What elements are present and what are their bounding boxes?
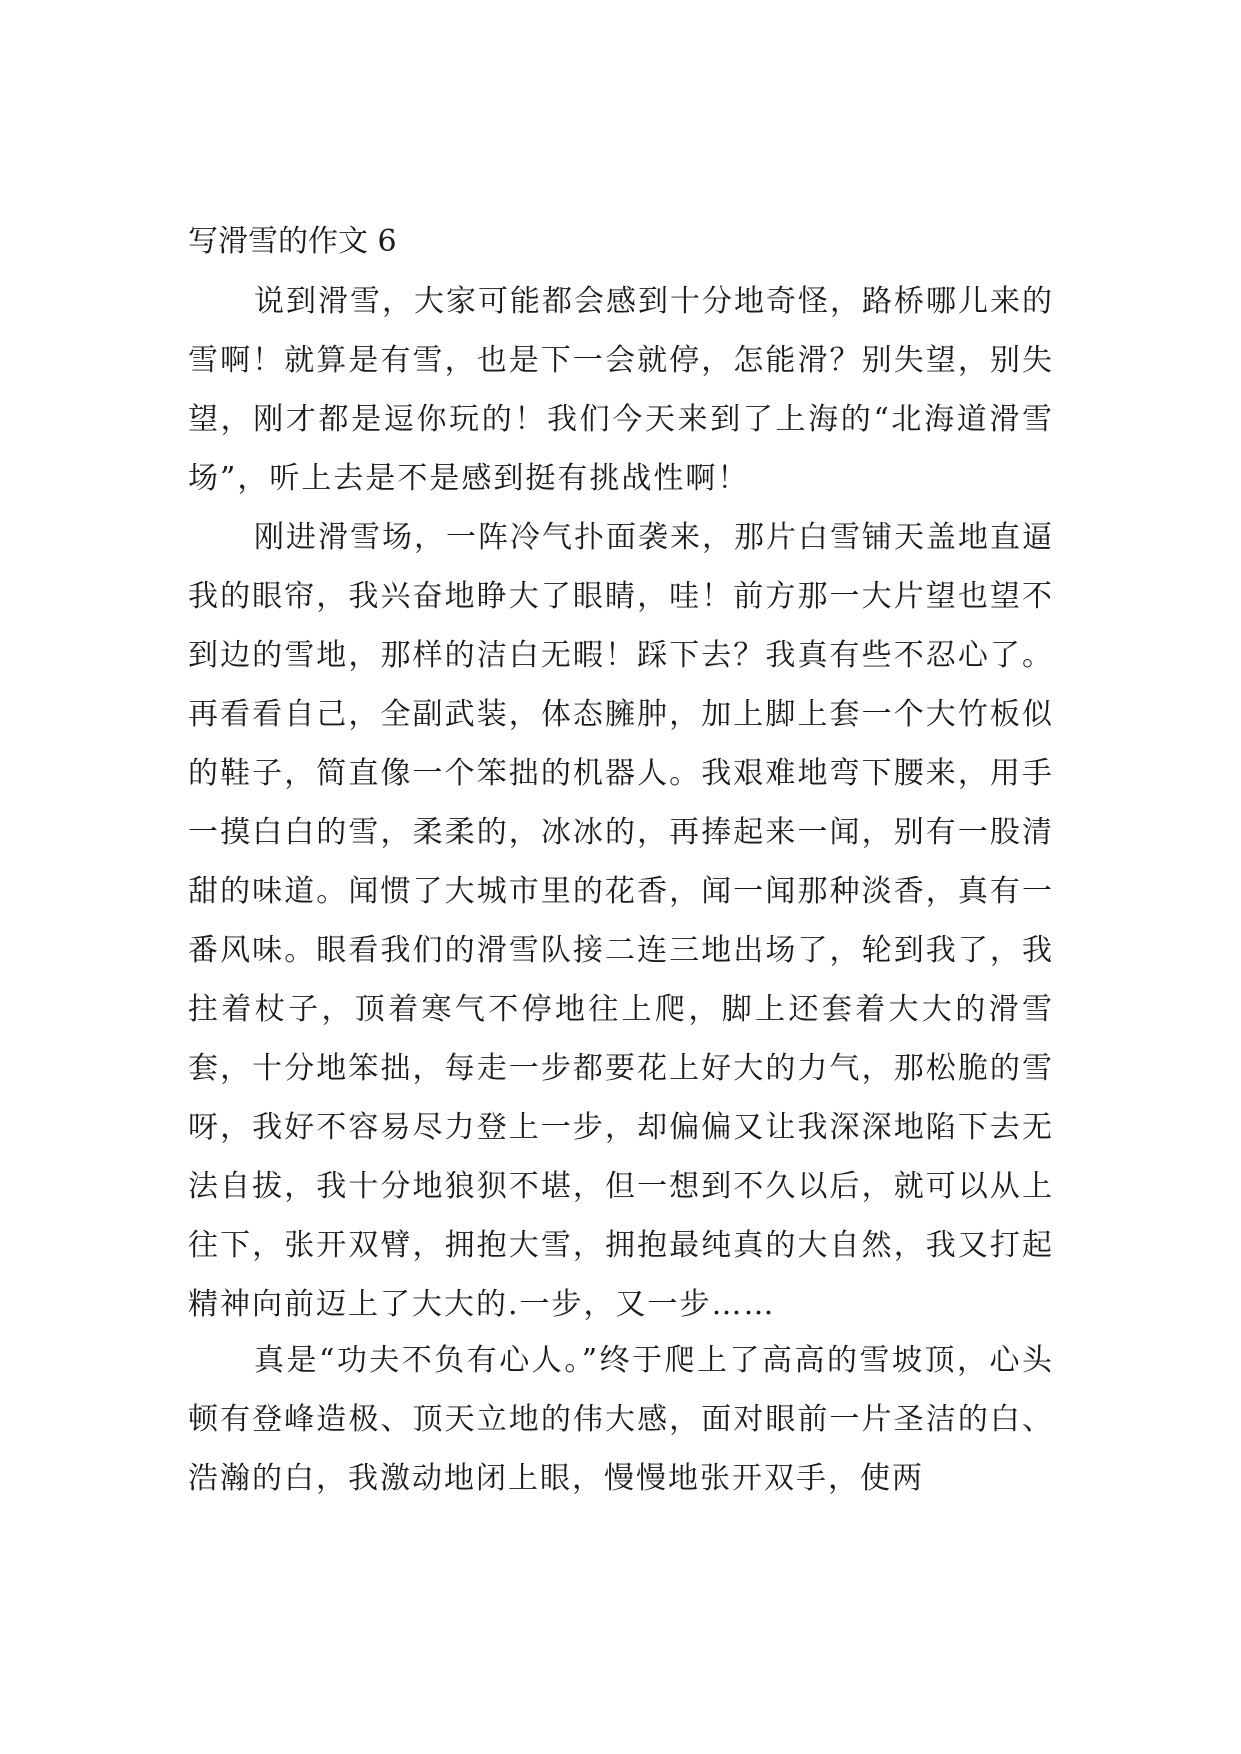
paragraph-entering-ski-field — [188, 508, 1054, 1334]
paragraph-text: 真是“功夫不负有心人。”终于爬上了高高的雪坡顶，心头顿有登峰造极、顶天立地的伟大感，面对眼前一片圣洁的白、浩瀚的白，我激动地闭上眼，慢慢地张开双手，使两 — [188, 1343, 1054, 1496]
document-title: 写滑雪的作文 6 — [188, 224, 397, 259]
paragraph-intro — [188, 272, 1054, 508]
paragraph-reaching-top — [188, 1331, 1054, 1508]
paragraph-text: 说到滑雪，大家可能都会感到十分地奇怪，路桥哪儿来的雪啊！就算是有雪，也是下一会就停，怎能滑？别失望，别失望，刚才都是逗你玩的！我们今天来到了上海的“北海道滑雪场”，听上去是不是感到挺有挑战性啊！ — [188, 284, 1054, 496]
paragraph-text: 刚进滑雪场，一阵冷气扑面袭来，那片白雪铺天盖地直逼我的眼帘，我兴奋地睁大了眼睛，哇！前方那一大片望也望不到边的雪地，那样的洁白无暇！踩下去？我真有些不忍心了。再看看自己，全副武装，体态臃肿，加上脚上套一个大竹板似的鞋子，简直像一个笨拙的机器人。我艰难地弯下腰来，用手一摸白白的雪，柔柔的，冰冰的，再捧起来一闻，别有一股清甜的味道。闻惯了大城市里的花香，闻一闻那种淡香，真有一番风味。眼看我们的滑雪队接二连三地出场了，轮到我了，我拄着杖子，顶着寒气不停地往上爬，脚上还套着大大的滑雪套，十分地笨拙，每走一步都要花上好大的力气，那松脆的雪呀，我好不容易尽力登上一步，却偏偏又让我深深地陷下去无法自拔，我十分地狼狈不堪，但一想到不久以后，就可以从上往下，张开双臂，拥抱大雪，拥抱最纯真的大自然，我又打起精神向前迈上了大大的.一步，又一步…… — [188, 520, 1054, 1322]
